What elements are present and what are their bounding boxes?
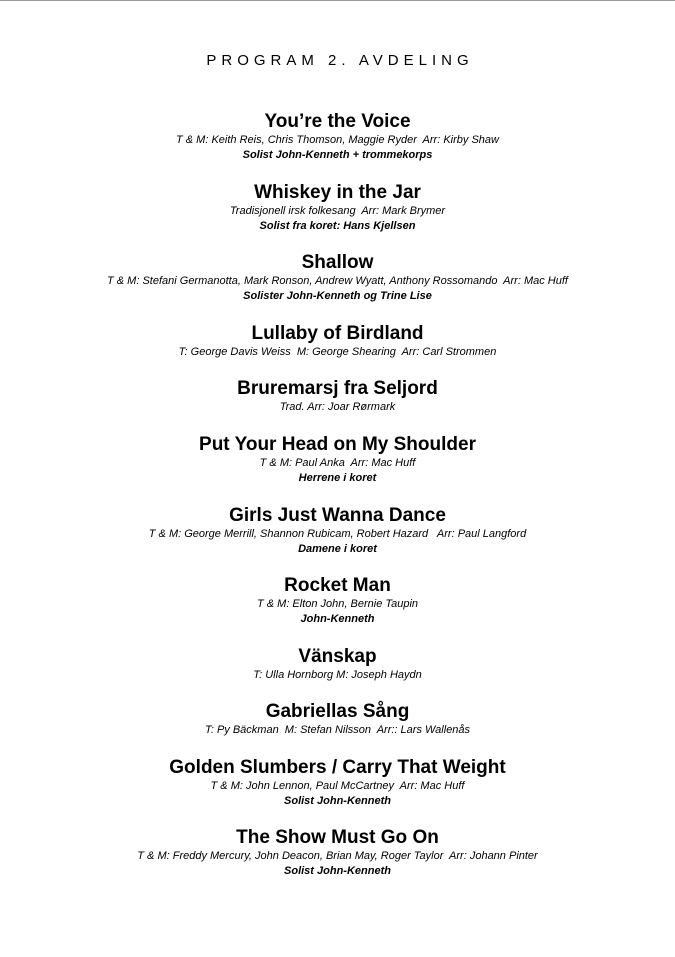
song-performer: Solist John-Kenneth xyxy=(284,865,391,877)
program-item xyxy=(0,701,675,738)
song-title: Shallow xyxy=(301,252,374,273)
program-item xyxy=(0,646,675,683)
song-credits: T & M: Keith Reis, Chris Thomson, Maggie Ryder Arr: Kirby Shaw xyxy=(176,134,499,146)
song-performer: Solist John-Kenneth + trommekorps xyxy=(242,149,433,161)
song-credits: T & M: Stefani Germanotta, Mark Ronson, Andrew Wyatt, Anthony Rossomando Arr: Mac Huff xyxy=(107,275,568,287)
song-credits: T & M: Paul Anka Arr: Mac Huff xyxy=(259,457,416,469)
song-performer: John-Kenneth xyxy=(300,613,375,625)
song-credits: T & M: John Lennon, Paul McCartney Arr: Mac Huff xyxy=(210,780,465,792)
program-item xyxy=(0,434,675,486)
program-item xyxy=(0,252,675,304)
song-title: Whiskey in the Jar xyxy=(254,182,421,203)
program-item xyxy=(0,575,675,627)
program-item xyxy=(0,182,675,234)
song-title: Lullaby of Birdland xyxy=(251,323,424,344)
song-title: You’re the Voice xyxy=(264,111,411,132)
song-performer: Herrene i koret xyxy=(298,472,377,484)
song-title: Put Your Head on My Shoulder xyxy=(199,434,476,455)
song-credits: T & M: George Merrill, Shannon Rubicam, Robert Hazard Arr: Paul Langford xyxy=(148,528,527,540)
song-title: Girls Just Wanna Dance xyxy=(229,505,446,526)
program-item xyxy=(0,757,675,809)
song-credits: T: Py Bäckman M: Stefan Nilsson Arr:: Lars Wallenås xyxy=(204,724,471,736)
song-credits: T: George Davis Weiss M: George Shearing Arr: Carl Strommen xyxy=(178,346,497,358)
program-item xyxy=(0,323,675,360)
program-item xyxy=(0,111,675,163)
song-credits: T & M: Freddy Mercury, John Deacon, Brian May, Roger Taylor Arr: Johann Pinter xyxy=(137,850,538,862)
program-item xyxy=(0,378,675,415)
song-performer: Damene i koret xyxy=(298,543,377,555)
song-credits: T: Ulla Hornborg M: Joseph Haydn xyxy=(253,669,422,681)
song-performer: Solist fra koret: Hans Kjellsen xyxy=(259,220,416,232)
song-title: Golden Slumbers / Carry That Weight xyxy=(169,757,506,778)
song-title: Bruremarsj fra Seljord xyxy=(237,378,438,399)
song-credits: Trad. Arr: Joar Rørmark xyxy=(279,401,396,413)
song-title: Rocket Man xyxy=(284,575,391,596)
song-credits: Tradisjonell irsk folkesang Arr: Mark Brymer xyxy=(229,205,446,217)
song-performer: Solist John-Kenneth xyxy=(284,795,391,807)
program-item xyxy=(0,827,675,879)
song-title: The Show Must Go On xyxy=(236,827,439,848)
song-performer: Solister John-Kenneth og Trine Lise xyxy=(243,290,432,302)
program-item xyxy=(0,505,675,557)
page-title: PROGRAM 2. AVDELING xyxy=(206,52,474,69)
song-title: Gabriellas Sång xyxy=(265,701,410,722)
song-credits: T & M: Elton John, Bernie Taupin xyxy=(256,598,418,610)
song-title: Vänskap xyxy=(298,646,377,667)
